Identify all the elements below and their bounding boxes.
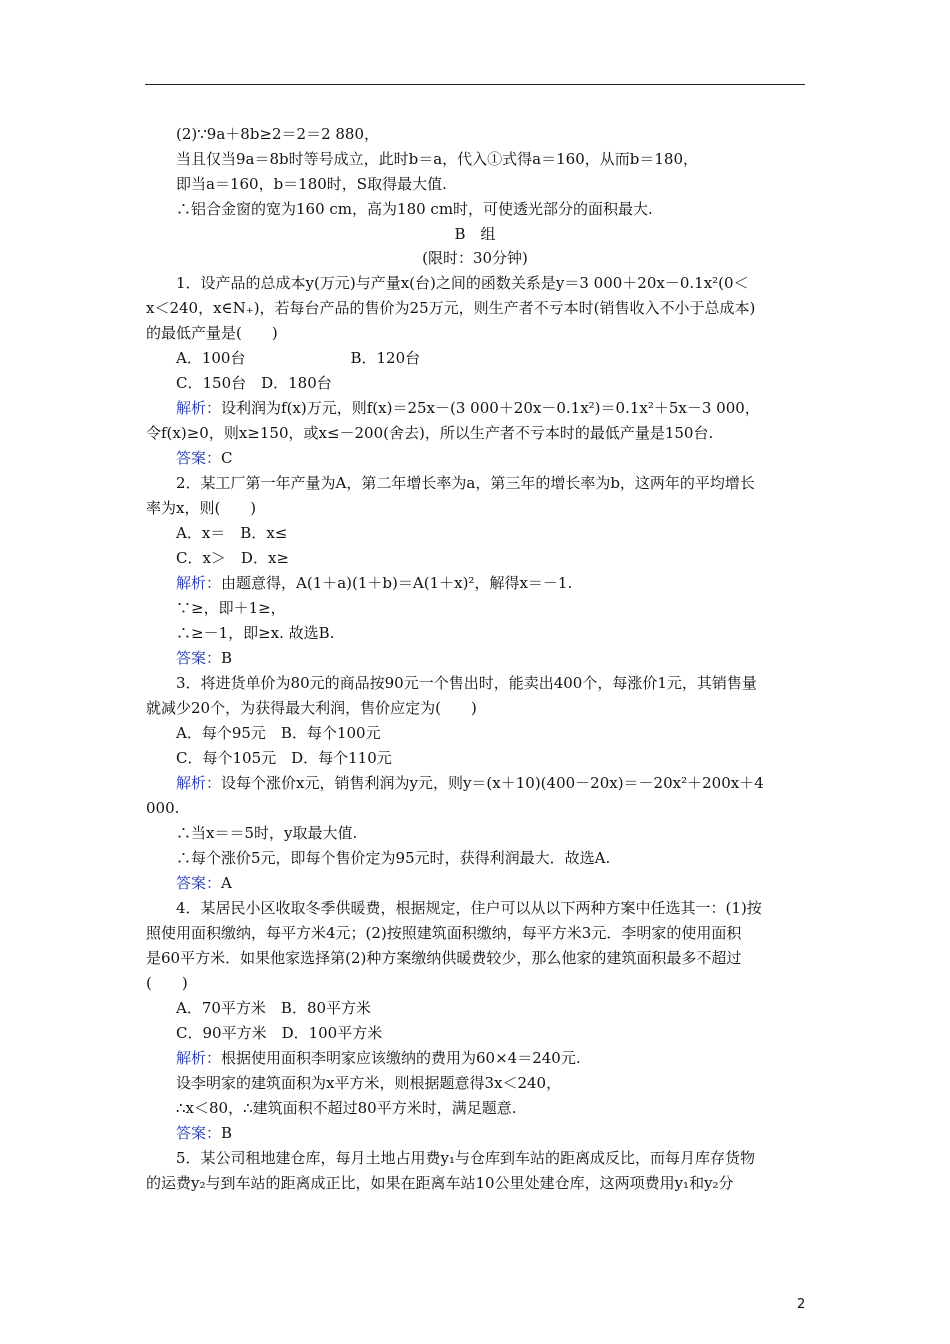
analysis-label: 解析： [176,574,222,592]
question-4: 4．某居民小区收取冬季供暖费，根据规定，住户可以从以下两种方案中任选其一：(1)按 [176,899,762,917]
text-line: ∴≥－1，即≥x. 故选B. [176,624,335,642]
answer-line: 答案：A [176,874,232,892]
answer-line: 答案：C [176,449,233,467]
text-line: ∴x＜80，∴建筑面积不超过80平方米时，满足题意. [176,1099,517,1117]
header-rule [145,84,805,85]
answer-label: 答案： [176,449,222,467]
option-line: C．150台 D．180台 [176,374,332,392]
analysis-label: 解析： [176,1049,222,1067]
answer-label: 答案： [176,1124,222,1142]
question-2: 2．某工厂第一年产量为A，第二年增长率为a，第三年的增长率为b，这两年的平均增长 [176,474,755,492]
text-line: ∴每个涨价5元，即每个售价定为95元时，获得利润最大．故选A. [176,849,611,867]
option-line: A．每个95元 B．每个100元 [176,724,381,742]
text-line: 率为x，则( ) [146,499,257,517]
question-5: 5．某公司租地建仓库，每月土地占用费y₁与仓库到车站的距离成反比，而每月库存货物 [176,1149,756,1167]
text-line: 的最低产量是( ) [146,324,278,342]
text-line: 设李明家的建筑面积为x平方米，则根据题意得3x＜240， [176,1074,562,1092]
text-line: ∴铝合金窗的宽为160 cm，高为180 cm时，可使透光部分的面积最大. [176,200,653,218]
option-line: A．100台 B．120台 [176,349,421,367]
text-line: x＜240，x∈N₊)，若每台产品的售价为25万元，则生产者不亏本时(销售收入不小于总成本) [146,299,756,317]
option-line: A．70平方米 B．80平方米 [176,999,372,1017]
text-line: 的运费y₂与到车站的距离成正比，如果在距离车站10公里处建仓库，这两项费用y₁和y₂分 [146,1174,734,1192]
text-line: ∴当x＝＝5时，y取最大值. [176,824,358,842]
analysis-label: 解析： [176,774,222,792]
option-line: C．x＞ D．x≥ [176,549,289,567]
text-line: 照使用面积缴纳，每平方米4元；(2)按照建筑面积缴纳，每平方米3元．李明家的使用面积 [146,924,742,942]
text-line: 令f(x)≥0，则x≥150，或x≤－200(舍去)，所以生产者不亏本时的最低产量是150台. [146,424,714,442]
question-1: 1．设产品的总成本y(万元)与产量x(台)之间的函数关系是y＝3 000＋20x－0.1x²(0＜ [176,274,749,292]
section-heading: B 组 [454,225,496,243]
answer-label: 答案： [176,649,222,667]
text-line: (2)∵9a＋8b≥2＝2＝2 880， [176,125,380,143]
question-3: 3．将进货单价为80元的商品按90元一个售出时，能卖出400个，每涨价1元，其销售量 [176,674,757,692]
analysis-line: 解析：设每个涨价x元，销售利润为y元，则y＝(x＋10)(400－20x)＝－20x²＋200x＋4 [176,774,764,792]
text-line: 000. [146,799,180,817]
page-number: 2 [797,1297,806,1312]
text-line: 就减少20个，为获得最大利润，售价应定为( ) [146,699,477,717]
analysis-label: 解析： [176,399,222,417]
option-line: C．90平方米 D．100平方米 [176,1024,383,1042]
text-line: ∵≥，即＋1≥， [176,599,286,617]
analysis-line: 解析：设利润为f(x)万元，则f(x)＝25x－(3 000＋20x－0.1x²)＝0.1x²＋5x－3 000， [176,399,760,417]
text-line: ( ) [146,974,188,992]
text-line: 是60平方米．如果他家选择第(2)种方案缴纳供暖费较少，那么他家的建筑面积最多不超过 [146,949,742,967]
answer-label: 答案： [176,874,222,892]
answer-line: 答案：B [176,649,233,667]
analysis-line: 解析：根据使用面积李明家应该缴纳的费用为60×4＝240元. [176,1049,581,1067]
analysis-line: 解析：由题意得，A(1＋a)(1＋b)＝A(1＋x)²，解得x＝－1. [176,574,573,592]
time-limit: (限时：30分钟) [422,249,528,267]
text-line: 当且仅当9a＝8b时等号成立，此时b＝a，代入①式得a＝160，从而b＝180， [176,150,698,168]
option-line: A．x＝ B．x≤ [176,524,288,542]
option-line: C．每个105元 D．每个110元 [176,749,392,767]
text-line: 即当a＝160，b＝180时，S取得最大值. [176,175,447,193]
answer-line: 答案：B [176,1124,233,1142]
